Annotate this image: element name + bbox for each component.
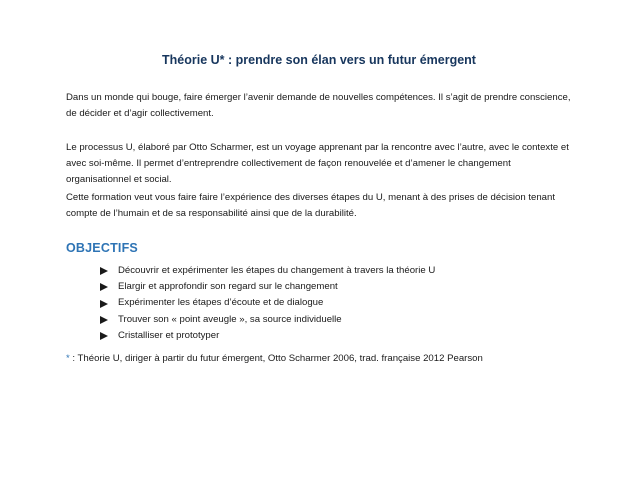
arrow-bullet-icon <box>100 267 108 275</box>
objective-item <box>100 263 435 279</box>
footnote-marker: * <box>66 353 70 364</box>
training-paragraph: Cette formation veut vous faire faire l’expérience des diverses étapes du U, menant à des prises de décision tenant compte de l’humain et de sa responsabilité ainsi que de la durabilité. <box>66 192 556 220</box>
objective-item <box>100 328 435 344</box>
objective-text: Découvrir et expérimenter les étapes du changement à travers la théorie U <box>118 265 436 276</box>
objective-text: Expérimenter les étapes d’écoute et de dialogue <box>118 297 324 309</box>
objective-text: Cristalliser et prototyper <box>118 329 220 341</box>
objective-item <box>100 295 435 311</box>
arrow-bullet-icon <box>100 283 108 291</box>
process-paragraph: Le processus U, élaboré par Otto Scharmer, est un voyage apprenant par la rencontre avec l’autre, avec le contexte et avec soi-même. Il permet d’entreprendre collectivement de façon renouvelée et d’amener le changement organisationnel et social. <box>66 142 569 186</box>
document-title: Théorie U* : prendre son élan vers un futur émergent <box>162 53 476 67</box>
objective-item <box>100 279 435 295</box>
footnote-text: : Théorie U, diriger à partir du futur émergent, Otto Scharmer 2006, trad. française 2012 Pearson <box>69 353 483 364</box>
objective-text: Trouver son « point aveugle », sa source individuelle <box>118 313 342 325</box>
objectives-list <box>100 263 435 344</box>
objectives-heading: OBJECTIFS <box>66 241 138 255</box>
arrow-bullet-icon <box>100 300 108 308</box>
intro-paragraph: Dans un monde qui bouge, faire émerger l’avenir demande de nouvelles compétences. Il s’agit de prendre conscience, de décider et d’agir collectivement. <box>66 92 571 120</box>
objective-item <box>100 312 435 328</box>
arrow-bullet-icon <box>100 316 108 324</box>
objective-text: Elargir et approfondir son regard sur le changement <box>118 281 338 293</box>
arrow-bullet-icon <box>100 332 108 340</box>
footnote <box>66 351 483 367</box>
